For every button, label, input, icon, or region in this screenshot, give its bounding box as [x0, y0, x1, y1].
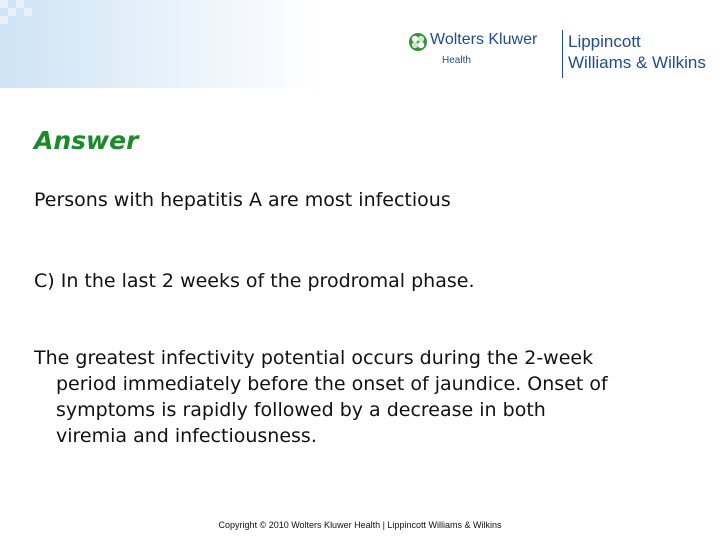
- explanation-line: viremia and infectiousness.: [56, 425, 317, 447]
- slide-title: Answer: [34, 126, 139, 155]
- explanation-line: symptoms is rapidly followed by a decrease in both: [56, 399, 546, 421]
- logo-divider: [562, 30, 563, 78]
- explanation-line: The greatest infectivity potential occurs during the 2‑week: [34, 347, 594, 369]
- answer-text: C) In the last 2 weeks of the prodromal phase.: [34, 270, 475, 292]
- imprint-line1: Lippincott: [568, 32, 641, 51]
- wolters-kluwer-logo-icon: [408, 32, 428, 52]
- explanation-paragraph: [34, 345, 706, 449]
- explanation-line: period immediately before the onset of jaundice. Onset of: [56, 373, 608, 395]
- copyright-footer: Copyright © 2010 Wolters Kluwer Health | Lippincott Williams & Wilkins: [218, 520, 502, 530]
- publisher-logo: [408, 30, 716, 80]
- checker-pattern: [0, 0, 40, 24]
- publisher-sub: Health: [442, 55, 471, 66]
- publisher-name: Wolters Kluwer: [430, 31, 538, 48]
- imprint-line2: Williams & Wilkins: [568, 53, 706, 72]
- question-text: Persons with hepatitis A are most infectious: [34, 189, 451, 211]
